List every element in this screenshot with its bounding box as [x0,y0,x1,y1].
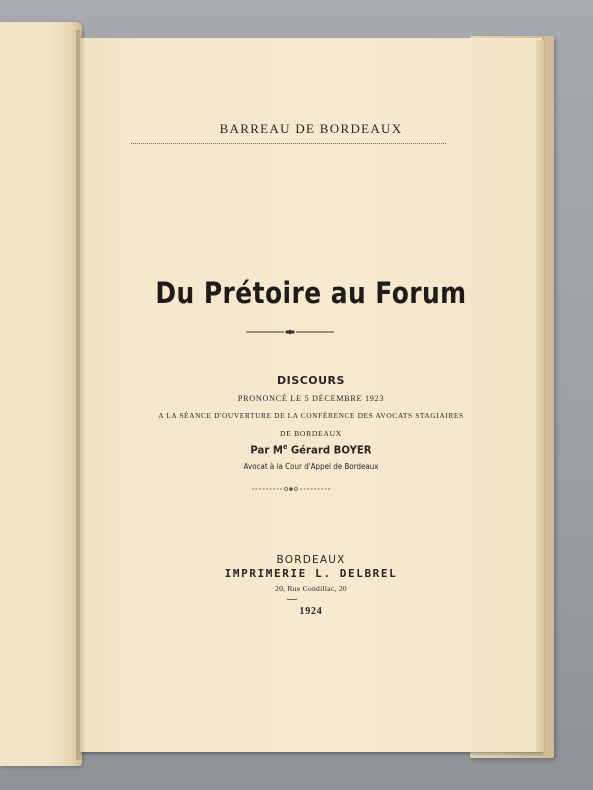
author-line [98,443,523,457]
delivery-date-line: PRONONCÉ LE 5 DÉCEMBRE 1923 [237,394,385,403]
short-dash [287,599,297,600]
author-prefix: Par M [250,443,283,457]
author-title: Avocat à la Cour d'Appel de Bordeaux [243,462,379,471]
discourse-heading: DISCOURS [277,374,345,387]
imprint-city: BORDEAUX [276,554,346,566]
dotted-rule [131,143,446,144]
header-text: BARREAU DE BORDEAUX [219,121,403,136]
author-name: Gérard BOYER [290,443,372,457]
small-ornament [252,485,330,493]
author-sup: e [282,443,288,451]
location-line: DE BORDEAUX [280,429,342,438]
printer-name: IMPRIMERIE L. DELBREL [224,567,398,580]
page-title: Du Prétoire au Forum [155,276,467,310]
left-page [0,22,82,766]
printer-address: 20, Rue Condillac, 20 [275,584,347,593]
publication-year: 1924 [299,606,323,617]
ornament-rule [246,328,334,336]
session-line: A LA SÉANCE D'OUVERTURE DE LA CONFÉRENCE DES AVOCATS STAGIAIRES [158,411,464,420]
